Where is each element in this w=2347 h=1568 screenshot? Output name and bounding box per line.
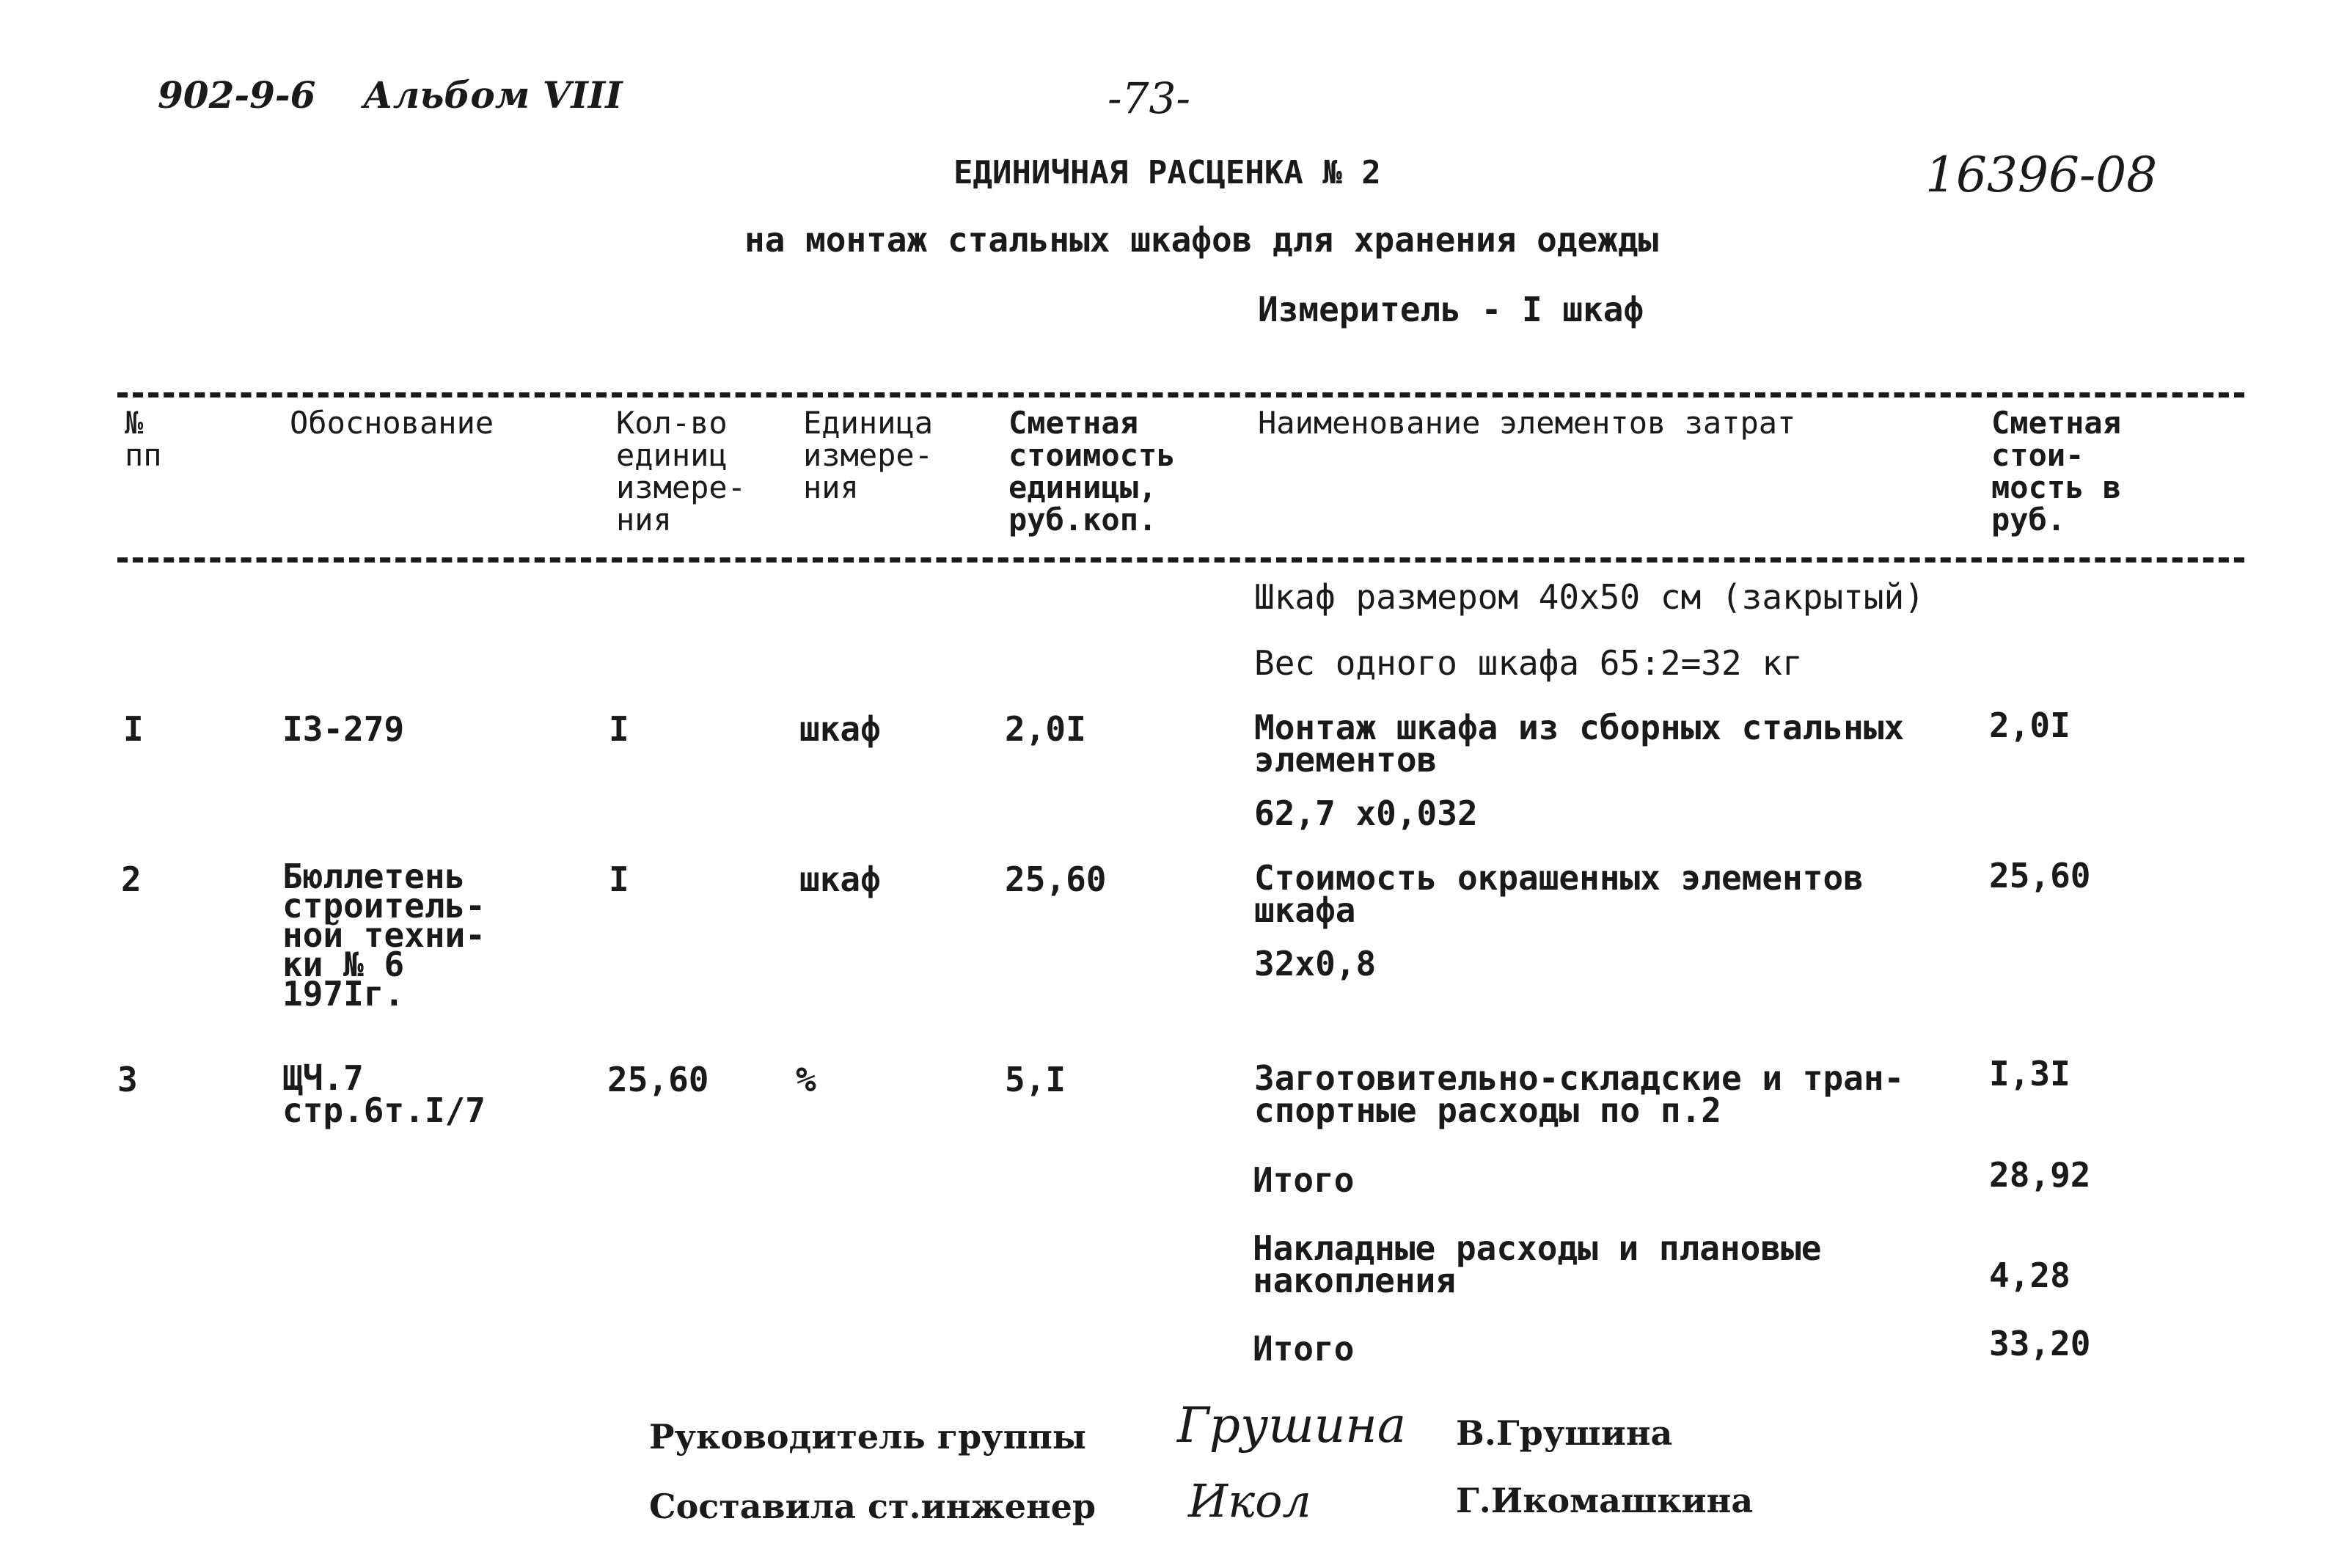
- total-2-label: Итого: [1253, 1329, 1355, 1369]
- table-top-rule: [117, 392, 2244, 398]
- col-header-qty: Кол-во единиц измере- ния: [616, 405, 747, 538]
- signature-name-1: В.Грушина: [1456, 1413, 1673, 1453]
- overhead-label: Накладные расходы и плановые накопления: [1253, 1228, 1822, 1300]
- table-row-3-name: Заготовительно-складские и тран- спортные расходы по п.2: [1254, 1058, 1905, 1130]
- table-row-2-qty: I: [609, 860, 629, 899]
- col-header-num: № пп: [125, 405, 162, 473]
- total-1-value: 28,92: [1989, 1155, 2091, 1195]
- table-row-3-qty: 25,60: [607, 1060, 709, 1099]
- overhead-value: 4,28: [1989, 1256, 2070, 1295]
- table-row-1-calc: 62,7 х0,032: [1254, 794, 1478, 833]
- table-row-3-basis: ЩЧ.7 стр.6т.I/7: [282, 1058, 486, 1130]
- table-row-1-qty: I: [609, 709, 629, 749]
- col-header-unit-cost: Сметная стоимость единицы, руб.коп.: [1008, 405, 1176, 538]
- col-header-cost: Сметная стои- мость в руб.: [1991, 405, 2122, 538]
- table-row-3-unit: %: [796, 1060, 816, 1099]
- col-header-name: Наименование элементов затрат: [1258, 405, 1796, 441]
- col-header-unit: Единица измере- ния: [803, 405, 934, 505]
- signature-name-2: Г.Икомашкина: [1456, 1481, 1754, 1520]
- page-subtitle: на монтаж стальных шкафов для хранения одежды: [744, 220, 1659, 260]
- table-row-2-unit: шкаф: [799, 860, 881, 899]
- note-weight: Вес одного шкафа 65:2=32 кг: [1254, 643, 1803, 683]
- signature-mark-2: Икол: [1188, 1474, 1311, 1528]
- signature-mark-1: Грушина: [1177, 1397, 1407, 1454]
- header-bottom-rule: [117, 557, 2244, 563]
- album-ref: 902-9-6: [158, 73, 316, 117]
- total-2-value: 33,20: [1989, 1324, 2091, 1363]
- signature-role-1: Руководитель группы: [649, 1417, 1087, 1457]
- table-row-1-cost: 2,0I: [1989, 706, 2070, 745]
- table-row-3-cost: I,3I: [1989, 1054, 2070, 1093]
- table-row-2-cost: 25,60: [1989, 856, 2091, 895]
- note-size: Шкаф размером 40х50 см (закрытый): [1254, 577, 1925, 617]
- table-row-2-num: 2: [121, 860, 142, 899]
- page-title: ЕДИНИЧНАЯ РАСЦЕНКА № 2: [953, 154, 1381, 191]
- table-row-3-unit-cost: 5,I: [1005, 1060, 1066, 1099]
- table-row-1-num: I: [123, 709, 144, 749]
- doc-number: 16396-08: [1925, 147, 2158, 203]
- table-row-2-unit-cost: 25,60: [1005, 860, 1107, 899]
- table-row-2-calc: 32х0,8: [1254, 944, 1377, 983]
- table-row-2-name: Стоимость окрашенных элементов шкафа: [1254, 858, 1864, 930]
- page-number: -73-: [1107, 73, 1190, 123]
- table-row-3-num: 3: [117, 1060, 138, 1099]
- table-row-1-basis: I3-279: [282, 709, 405, 749]
- measure-line: Измеритель - I шкаф: [1258, 290, 1644, 329]
- table-row-1-unit: шкаф: [799, 709, 881, 749]
- table-row-2-basis: Бюллетень строитель- ной техни- ки № 6 197Iг.: [282, 857, 486, 1014]
- album-label: Альбом VIII: [363, 73, 623, 117]
- table-row-1-name: Монтаж шкафа из сборных стальных элементов: [1254, 708, 1905, 780]
- table-row-1-unit-cost: 2,0I: [1005, 709, 1086, 749]
- total-1-label: Итого: [1253, 1160, 1355, 1200]
- signature-role-2: Составила ст.инженер: [649, 1487, 1096, 1526]
- col-header-basis: Обоснование: [290, 405, 494, 441]
